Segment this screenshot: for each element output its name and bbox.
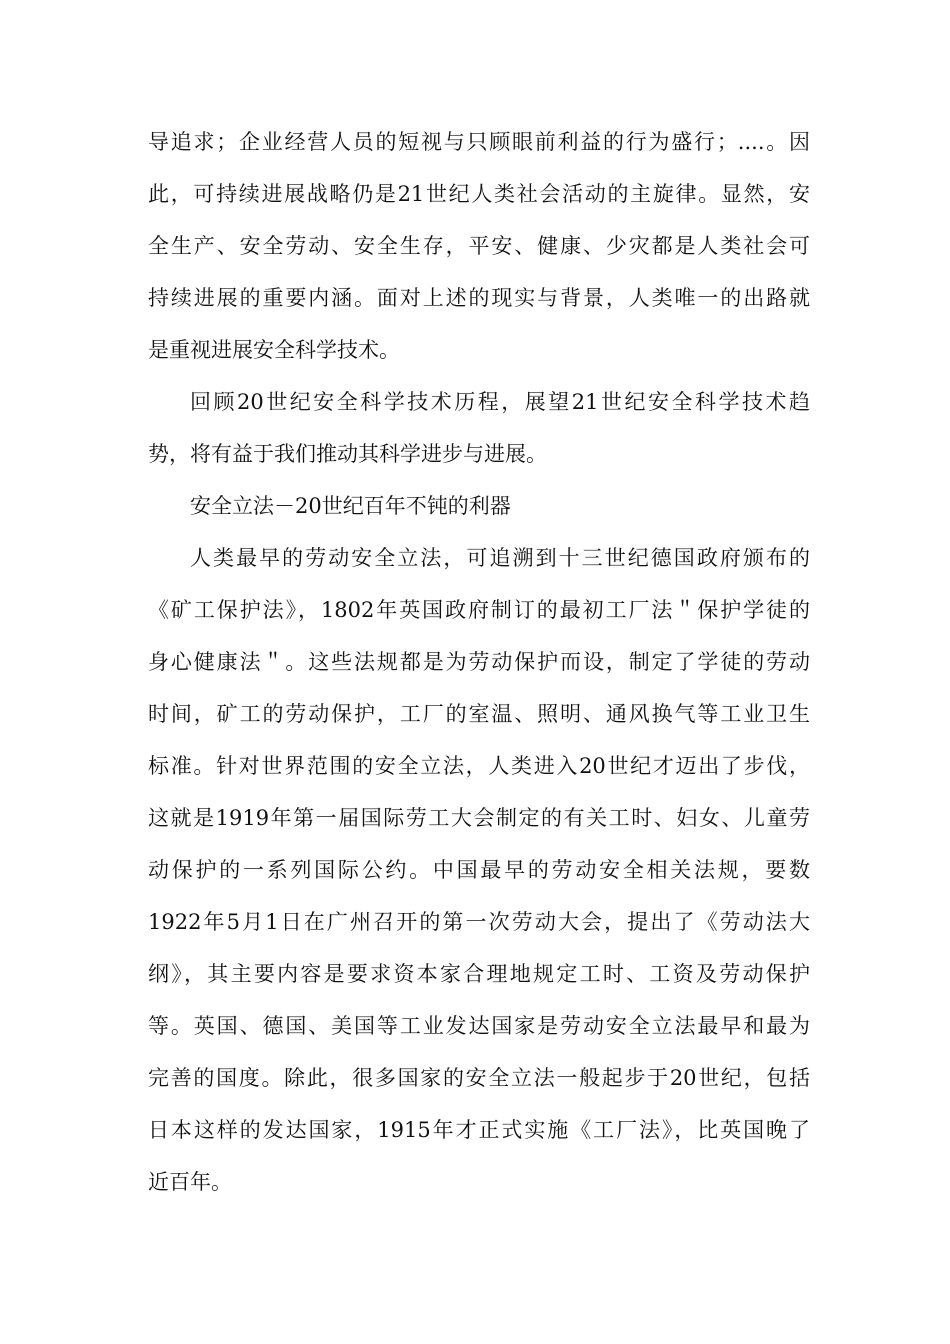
document-body (148, 116, 810, 1208)
text-line: 时间，矿工的劳动保护，工厂的室温、照明、通风换气等工业卫生 (148, 702, 810, 726)
text-line: 等。英国、德国、美国等工业发达国家是劳动安全立法最早和最为 (148, 1014, 810, 1038)
text-line: 身心健康法＂。这些法规都是为劳动保护而设，制定了学徒的劳动 (148, 650, 810, 674)
text-line: 1922年5月1日在广州召开的第一次劳动大会，提出了《劳动法大 (148, 910, 810, 934)
text-line: 回顾20世纪安全科学技术历程，展望21世纪安全科学技术趋 (190, 390, 810, 414)
text-line: 是重视进展安全科学技术。 (148, 338, 400, 362)
text-line: 标准。针对世界范围的安全立法，人类进入20世纪才迈出了步伐， (148, 754, 810, 778)
text-line: 全生产、安全劳动、安全生存，平安、健康、少灾都是人类社会可 (148, 234, 810, 258)
text-line: 完善的国度。除此，很多国家的安全立法一般起步于20世纪，包括 (148, 1066, 810, 1090)
text-line: 持续进展的重要内涵。面对上述的现实与背景，人类唯一的出路就 (148, 286, 810, 310)
text-line: 纲》，其主要内容是要求资本家合理地规定工时、工资及劳动保护 (148, 962, 810, 986)
text-line: 势，将有益于我们推动其科学进步与进展。 (148, 442, 547, 466)
text-line: 导追求；企业经营人员的短视与只顾眼前利益的行为盛行；....。因 (148, 130, 810, 154)
text-line: 近百年。 (148, 1170, 232, 1194)
text-line: 日本这样的发达国家，1915年才正式实施《工厂法》，比英国晚了 (148, 1118, 810, 1142)
text-line: 此，可持续进展战略仍是21世纪人类社会活动的主旋律。显然，安 (148, 182, 810, 206)
text-line: 动保护的一系列国际公约。中国最早的劳动安全相关法规，要数 (148, 858, 810, 882)
text-line: 人类最早的劳动安全立法，可追溯到十三世纪德国政府颁布的 (190, 546, 810, 570)
section-heading: 安全立法－20世纪百年不钝的利器 (190, 494, 511, 518)
text-line: 这就是1919年第一届国际劳工大会制定的有关工时、妇女、儿童劳 (148, 806, 810, 830)
text-line: 《矿工保护法》，1802年英国政府制订的最初工厂法＂保护学徒的 (148, 598, 810, 622)
